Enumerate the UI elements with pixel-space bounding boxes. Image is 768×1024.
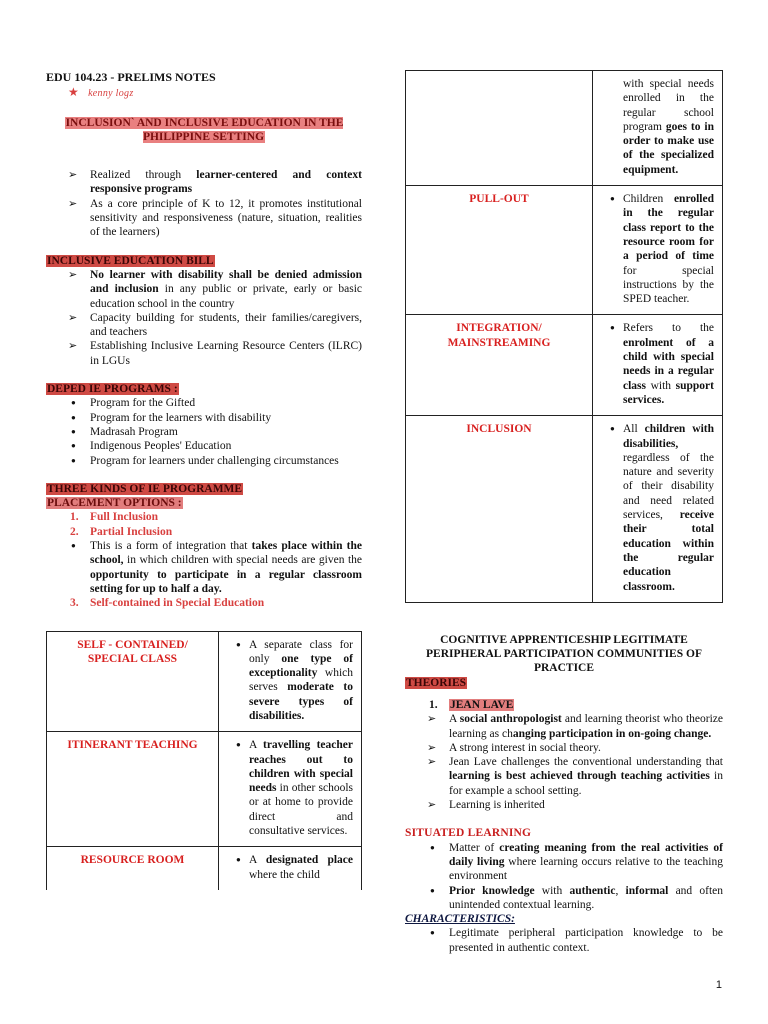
list-item: ● Matter of creating meaning from the real activities of daily living where learning occurs relative to the teaching environment: [405, 841, 723, 884]
document-title: EDU 104.23 - PRELIMS NOTES: [46, 70, 216, 84]
situated-learning-heading: SITUATED LEARNING: [405, 827, 532, 840]
table-row: [406, 71, 723, 186]
table-label: INTEGRATION/ MAINSTREAMING: [406, 315, 593, 416]
list-item: ➢ Establishing Inclusive Learning Resource Centers (ILRC) in LGUs: [46, 339, 362, 368]
list-item: ➢ Realized through learner-centered and context responsive programs: [46, 168, 362, 197]
bill-heading: INCLUSIVE EDUCATION BILL: [47, 254, 214, 267]
star-icon: ★: [68, 85, 80, 100]
table-row: [406, 186, 723, 315]
table-desc: ● Children enrolled in the regular class report to the resource room for a period of time for special instructions by the SPED teacher.: [593, 186, 723, 315]
table-label: ITINERANT TEACHING: [47, 732, 219, 847]
situated-bullets: [405, 841, 723, 912]
theories-heading: THEORIES: [406, 676, 467, 689]
list-item: ● Indigenous Peoples' Education: [46, 439, 362, 453]
list-item: ➢ A strong interest in social theory.: [405, 741, 723, 755]
list-item: ➢ As a core principle of K to 12, it promotes institutional sensitivity and responsiveness (nature, situation, realities of the learners): [46, 197, 362, 240]
inclusion-bullets: [46, 168, 362, 239]
table-row: [47, 847, 362, 890]
table-desc: ● All children with disabilities, regardless of the nature and severity of their disability and need related services, receive their total education within the regular education classroom.: [593, 416, 723, 603]
theory-list: [405, 698, 723, 712]
list-item: ● Program for the learners with disability: [46, 411, 362, 425]
table-label: SELF - CONTAINED/ SPECIAL CLASS: [47, 631, 219, 732]
partial-inclusion-desc: [46, 539, 362, 596]
table-label: INCLUSION: [406, 416, 593, 603]
list-item: ● Madrasah Program: [46, 425, 362, 439]
cognitive-title: COGNITIVE APPRENTICESHIP LEGITIMATE PERIPHERAL PARTICIPATION COMMUNITIES OF PRACTICE: [426, 633, 702, 675]
table-row: [406, 416, 723, 603]
list-item: ● Legitimate peripheral participation knowledge to be presented in authentic context.: [405, 926, 723, 955]
table-row: [406, 315, 723, 416]
list-item: 1. JEAN LAVE: [429, 698, 514, 711]
page-number: 1: [715, 979, 722, 991]
jean-lave-heading: JEAN LAVE: [450, 698, 514, 711]
list-item: 3. Self-contained in Special Education: [70, 597, 265, 610]
list-item: ➢ Capacity building for students, their families/caregivers, and teachers: [46, 311, 362, 340]
characteristics-bullets: [405, 926, 723, 955]
list-item: ● Prior knowledge with authentic, informal and often unintended contextual learning.: [405, 884, 723, 913]
list-item: ● Program for the Gifted: [46, 396, 362, 410]
table-desc: ● Refers to the enrolment of a child with special needs in a regular class with support services.: [593, 315, 723, 416]
table-desc: ● A travelling teacher reaches out to children with special needs in other schools or at home to provide direct and consultative services.: [219, 732, 362, 847]
bill-bullets: [46, 268, 362, 368]
table-label: [406, 71, 593, 186]
right-column: [405, 70, 723, 955]
table-row: [47, 631, 362, 732]
table-desc: with special needs enrolled in the regular school program goes to in order to make use of the specialized equipment.: [593, 71, 723, 186]
list-item: ➢ A social anthropologist and learning theorist who theorize learning as changing participation in on-going change.: [405, 712, 723, 741]
table-label: RESOURCE ROOM: [47, 847, 219, 890]
list-item: ➢ Learning is inherited: [405, 798, 723, 812]
deped-heading: DEPED IE PROGRAMS :: [47, 383, 178, 396]
kinds-list: [46, 510, 362, 539]
inclusion-title: INCLUSION` AND INCLUSIVE EDUCATION IN THE PHILIPPINE SETTING: [65, 116, 344, 143]
placement-table-right: [405, 70, 723, 603]
characteristics-heading: CHARACTERISTICS:: [405, 913, 515, 926]
author-name: kenny logz: [88, 88, 134, 100]
list-item: ➢ No learner with disability shall be denied admission and inclusion in any public or private, early or basic education school in the country: [46, 268, 362, 311]
left-column: [46, 70, 362, 890]
list-item: 2. Partial Inclusion: [70, 525, 173, 538]
table-row: [47, 732, 362, 847]
deped-list: [46, 396, 362, 467]
table-desc: ● A designated place where the child: [219, 847, 362, 890]
table-desc: ● A separate class for only one type of exceptionality which serves moderate to severe types of disabilities.: [219, 631, 362, 732]
list-item: ● Program for learners under challenging circumstances: [46, 454, 362, 468]
list-item: ● This is a form of integration that takes place within the school, in which children with special needs are given the opportunity to participate in a regular classroom setting for up to half a day.: [46, 539, 362, 596]
author-line: [46, 85, 362, 101]
list-item: 1. Full Inclusion: [70, 511, 159, 524]
kinds-heading-2: PLACEMENT OPTIONS :: [47, 497, 182, 510]
kinds-heading-1: THREE KINDS OF IE PROGRAMME: [47, 482, 243, 495]
kinds-list-3: [46, 596, 362, 610]
jean-lave-bullets: [405, 712, 723, 812]
table-label: PULL-OUT: [406, 186, 593, 315]
placement-table-left: [46, 631, 362, 890]
list-item: ➢ Jean Lave challenges the conventional understanding that learning is best achieved through teaching activities in for example a school setting.: [405, 755, 723, 798]
